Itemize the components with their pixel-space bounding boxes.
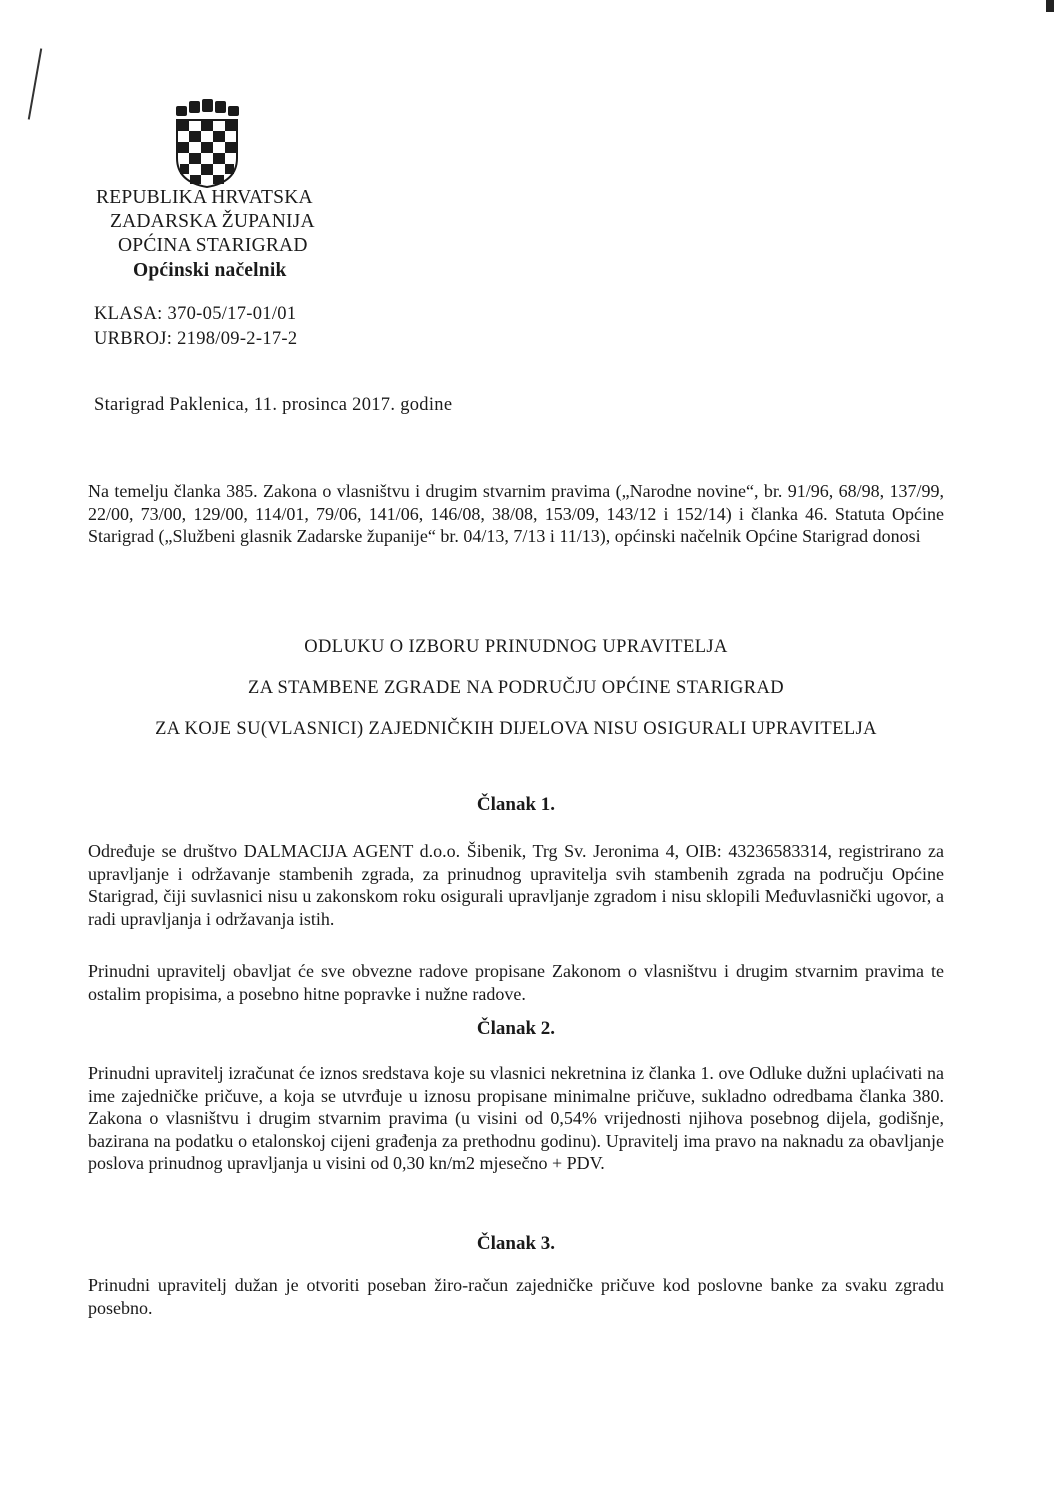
header-county: ZADARSKA ŽUPANIJA xyxy=(110,211,315,232)
article-1-paragraph-1: Određuje se društvo DALMACIJA AGENT d.o.o. Šibenik, Trg Sv. Jeronima 4, OIB: 43236583314, registrirano za upravljanje i održavanje stambenih zgrada, za prinudnog upravitelja svih stambenih zgrada na području Općine Starigrad, čiji suvlasnici nisu u zakonskom roku osigurali upravljanje zgradom i nisu sklopili Međuvlasnički ugovor, a radi upravljanja i održavanja istih. xyxy=(88,841,944,929)
coat-of-arms-icon xyxy=(172,90,242,188)
decision-title-line2: ZA STAMBENE ZGRADE NA PODRUČJU OPĆINE STARIGRAD xyxy=(248,678,784,698)
article-2-paragraph-1: Prinudni upravitelj izračunat će iznos sredstava koje su vlasnici nekretnina iz članka 1. ove Odluke dužni uplaćivati na ime zajedničke pričuve, a koja se utvrđuje u iznosu propisane minimalne pričuve, sukladno odredbama članka 380. Zakona o vlasništvu i drugim stvarnim pravima (u visini od 0,54% vrijednosti njihova posebnog dijela, godišnje, bazirana na podatku o etalonskoj cijeni građenja za prethodnu godinu). Upravitelj ima pravo na naknadu za obavljanje poslova prinudnog upravljanja u visini od 0,30 kn/m2 mjesečno + PDV. xyxy=(88,1063,944,1173)
article-1-heading: Članak 1. xyxy=(476,794,556,815)
pen-stroke-mark xyxy=(28,48,42,119)
place-date: Starigrad Paklenica, 11. prosinca 2017. godine xyxy=(94,395,453,415)
article-3-heading: Članak 3. xyxy=(476,1233,556,1254)
preamble: Na temelju članka 385. Zakona o vlasništvu i drugim stvarnim pravima („Narodne novine“, br. 91/96, 68/98, 137/99, 22/00, 73/00, 129/00, 114/01, 79/06, 141/06, 146/08, 38/08, 153/09, 143/12 i 152/14) i članka 46. Statuta Općine Starigrad („Službeni glasnik Zadarske županije“ br. 04/13, 7/13 i 11/13), općinski načelnik Općine Starigrad donosi xyxy=(88,481,944,546)
header-republic: REPUBLIKA HRVATSKA xyxy=(96,187,313,208)
decision-title-line3: ZA KOJE SU(VLASNICI) ZAJEDNIČKIH DIJELOVA NISU OSIGURALI UPRAVITELJA xyxy=(155,719,877,739)
reference-klasa: KLASA: 370-05/17-01/01 xyxy=(94,304,297,324)
reference-urbroj: URBROJ: 2198/09-2-17-2 xyxy=(94,329,298,349)
header-office: Općinski načelnik xyxy=(133,260,287,281)
scan-corner-mark xyxy=(1046,0,1054,12)
decision-title-line1: ODLUKU O IZBORU PRINUDNOG UPRAVITELJA xyxy=(304,637,728,657)
article-3-paragraph-1: Prinudni upravitelj dužan je otvoriti poseban žiro-račun zajedničke pričuve kod poslovne banke za svaku zgradu posebno. xyxy=(88,1275,944,1318)
article-1-paragraph-2: Prinudni upravitelj obavljat će sve obvezne radove propisane Zakonom o vlasništvu i drugim stvarnim pravima te ostalim propisima, a posebno hitne popravke i nužne radove. xyxy=(88,961,944,1004)
article-2-heading: Članak 2. xyxy=(476,1018,556,1039)
header-municipality: OPĆINA STARIGRAD xyxy=(118,235,308,256)
